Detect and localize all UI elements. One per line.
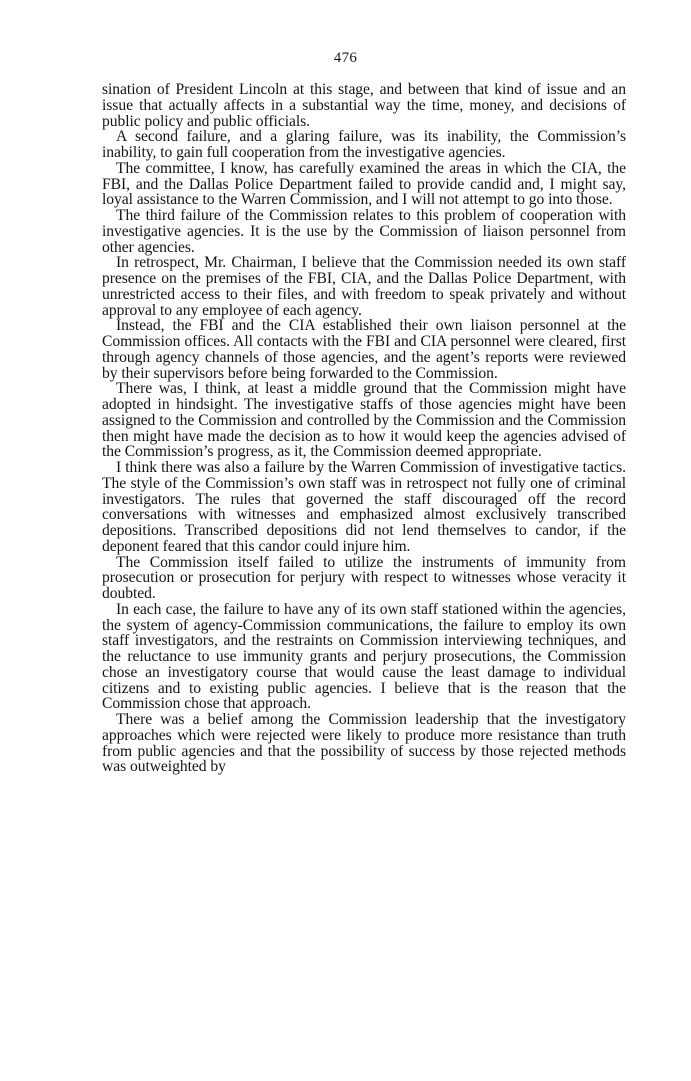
paragraph: The committee, I know, has carefully examined the areas in which the CIA, the FBI, and the Dallas Police Department failed to provide candid and, I might say, loyal assistance to the Warren Commission, and I will not attempt to go into those.	[102, 159, 626, 209]
paragraph: In retrospect, Mr. Chairman, I believe that the Commission needed its own staff presence on the premises of the FBI, CIA, and the Dallas Police Department, with unrestricted access to their files, and with freedom to speak privately and without approval to any employee of each agency.	[102, 254, 626, 319]
body-text	[102, 82, 626, 775]
paragraph: There was, I think, at least a middle ground that the Commission might have adopted in hindsight. The investigative staffs of those agencies might have been assigned to the Commission and controlled by the Commission and the Commission then might have made the decision as to how it would keep the agencies advised of the Commission’s progress, as it, the Commission deemed appropriate.	[102, 380, 626, 461]
paragraph: A second failure, and a glaring failure, was its inability, the Commission’s inability, to gain full cooperation from the investigative agencies.	[102, 128, 626, 161]
paragraph: There was a belief among the Commission leadership that the investigatory approaches which were rejected were likely to produce more resistance than truth from public agencies and that the possibility of success by those rejected methods was outweighted by	[102, 711, 626, 776]
page-number: 476	[333, 50, 358, 66]
paragraph: The Commission itself failed to utilize the instruments of immunity from prosecution or prosecution for perjury with respect to witnesses whose veracity it doubted.	[102, 553, 626, 602]
paragraph: In each case, the failure to have any of its own staff stationed within the agencies, the system of agency-Commission communications, the failure to employ its own staff investigators, and the restraints on Commission interviewing techniques, and the reluctance to use immunity grants and perjury prosecutions, the Commission chose an investigatory course that would cause the least damage to individual citizens and to existing public agencies. I believe that is the reason that the Commission chose that approach.	[102, 600, 626, 713]
paragraph: I think there was also a failure by the Warren Commission of investigative tactics. The style of the Commission’s own staff was in retrospect not fully one of criminal investigators. The rules that governed the staff discouraged off the record conversations with witnesses and emphasized almost exclusively transcribed depositions. Transcribed depositions did not lend themselves to candor, if the deponent feared that this candor could injure him.	[102, 459, 626, 555]
paragraph: The third failure of the Commission relates to this problem of cooperation with investigative agencies. It is the use by the Commission of liaison personnel from other agencies.	[102, 207, 626, 256]
paragraph: Instead, the FBI and the CIA established their own liaison personnel at the Commission offices. All contacts with the FBI and CIA personnel were cleared, first through agency channels of those agencies, and the agent’s reports were reviewed by their supervisors before being forwarded to the Commission.	[102, 317, 626, 382]
paragraph: sination of President Lincoln at this stage, and between that kind of issue and an issue that actually affects in a substantial way the time, money, and decisions of public policy and public officials.	[102, 81, 626, 130]
